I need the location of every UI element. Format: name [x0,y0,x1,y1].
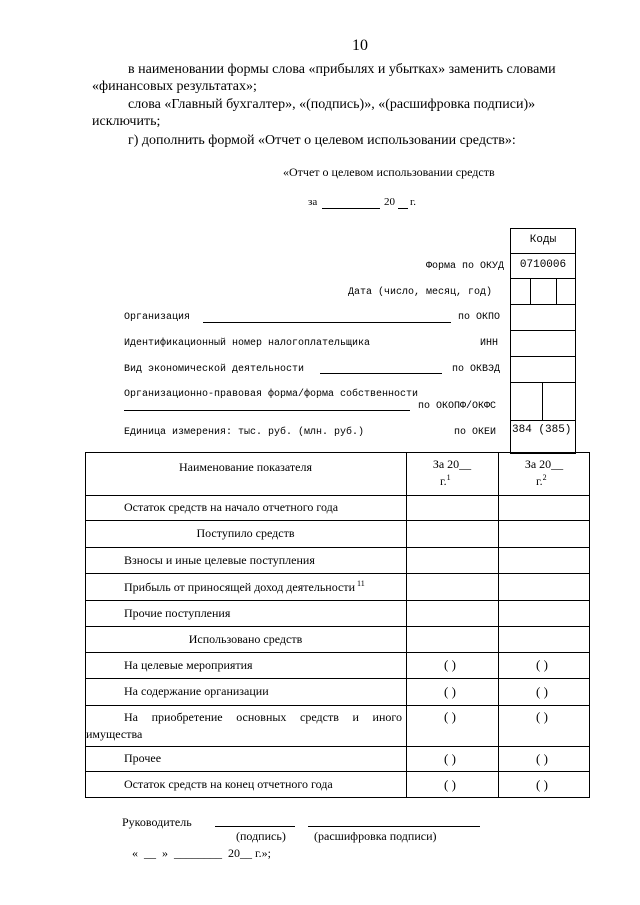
col-name-header: Наименование показателя [179,460,312,474]
codes-header: Коды [529,234,557,246]
table-row-label: Остаток средств на начало отчетного года [124,500,339,514]
value-cell-col2[interactable]: ( ) [536,777,548,792]
col2-header-top: За 20__ [524,457,564,471]
okud-label: Форма по ОКУД [426,261,505,272]
paragraph-1-line-1: в наименовании формы слова «прибылях и убытках» заменить словами [128,62,556,77]
period-year: 20 [384,196,395,208]
activity-input-line[interactable] [320,373,442,374]
signature-decode-line[interactable] [308,826,480,827]
period-prefix: за [308,196,318,208]
sign-caption: (подпись) [236,829,286,843]
value-cell-col2[interactable]: ( ) [536,709,548,724]
org-input-line[interactable] [203,322,451,323]
inn-label: ИНН [480,338,499,349]
table-row-label: Прочее [124,751,162,765]
paragraph-3: г) дополнить формой «Отчет о целевом использовании средств»: [128,133,516,148]
okpo-label: по ОКПО [458,312,501,323]
value-cell-col1[interactable]: ( ) [444,709,456,724]
table-row-label: Использовано средств [188,632,303,646]
value-cell-col2[interactable]: ( ) [536,657,548,672]
signature-line[interactable] [215,826,295,827]
unit-label: Единица измерения: тыс. руб. (млн. руб.) [124,427,365,438]
table-row-separator [85,573,590,574]
okei-value: 384 (385) [512,424,572,436]
table-row-separator [85,771,590,772]
value-cell-col1[interactable]: ( ) [444,684,456,699]
okved-label: по ОКВЭД [452,364,501,375]
form-title: «Отчет о целевом использовании средств [283,165,495,179]
signature-date: « __ » ________ 20__ г.»; [132,846,271,860]
legal-form-label: Организационно-правовая форма/форма собственности [124,389,419,400]
legal-form-input-line[interactable] [124,410,410,411]
table-row-label: На содержание организации [124,684,269,698]
table-row-separator [85,547,590,548]
value-cell-col2[interactable]: ( ) [536,751,548,766]
table-row-label: Прочие поступления [124,606,231,620]
inn-text: Идентификационный номер налогоплательщика [124,338,371,349]
col1-header-bottom: г.$^1$ [440,473,451,488]
table-row-separator [85,652,590,653]
table-row-label: Остаток средств на конец отчетного года [124,777,333,791]
okopf-label: по ОКОПФ/ОКФС [418,401,497,412]
table-row-separator [85,495,590,496]
col1-header-top: За 20__ [432,457,472,471]
page-number: 10 [352,37,368,54]
org-label: Организация [124,312,191,323]
period-year-blank [398,208,408,209]
table-row-label: На целевые мероприятия [124,658,253,672]
table-row-separator [85,705,590,706]
date-label: Дата (число, месяц, год) [348,287,493,298]
table-row-separator [85,678,590,679]
activity-label: Вид экономической деятельности [124,364,305,375]
table-row-separator [85,746,590,747]
table-row-label: Поступило средств [196,526,295,540]
value-cell-col1[interactable]: ( ) [444,751,456,766]
table-row-label: Взносы и иные целевые поступления [124,553,315,567]
paragraph-2-line-2: исключить; [92,114,161,129]
period-blank-line [322,208,380,209]
table-row-label-cont: имущества [86,727,143,741]
okei-label: по ОКЕИ [454,427,497,438]
value-cell-col1[interactable]: ( ) [444,777,456,792]
value-cell-col1[interactable]: ( ) [444,657,456,672]
decode-caption: (расшифровка подписи) [314,829,437,843]
okud-value: 0710006 [519,259,567,271]
table-row-separator [85,520,590,521]
head-label: Руководитель [122,815,192,829]
paragraph-1-line-2: «финансовых результатах»; [92,79,257,94]
period-suffix: г. [410,196,417,208]
paragraph-2-line-1: слова «Главный бухгалтер», «(подпись)», «(расшифровка подписи)» [128,97,536,112]
table-row-label: Прибыль от приносящей доход деятельности $^{11}$ [124,579,365,594]
table-row-label: На приобретение основных средств и иного [124,710,402,724]
table-row-separator [85,626,590,627]
col2-header-bottom: г.$^2$ [536,473,547,488]
table-row-separator [85,600,590,601]
value-cell-col2[interactable]: ( ) [536,684,548,699]
